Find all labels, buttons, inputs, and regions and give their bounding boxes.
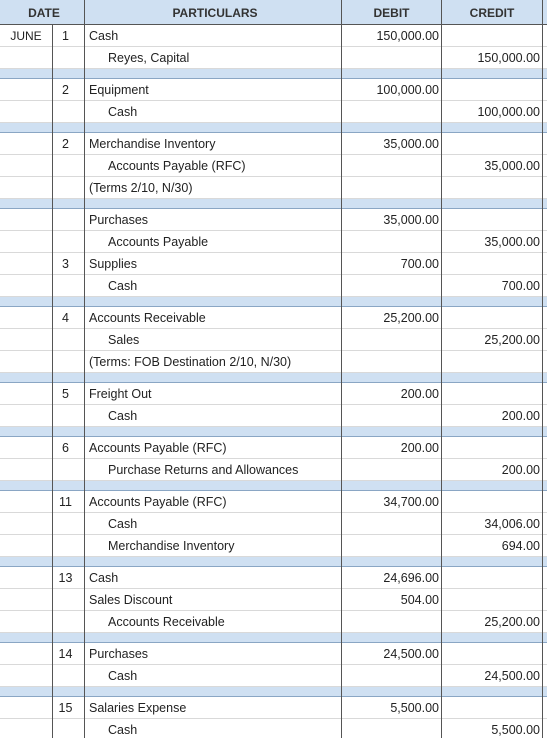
date-day-cell[interactable]: 4 bbox=[62, 311, 69, 325]
header-row bbox=[0, 0, 547, 25]
credit-cell[interactable]: 150,000.00 bbox=[477, 51, 540, 65]
header-date: DATE bbox=[28, 6, 60, 20]
debit-cell[interactable]: 700.00 bbox=[400, 257, 439, 271]
journal-row bbox=[0, 155, 547, 177]
date-month-cell[interactable] bbox=[0, 231, 52, 252]
date-day-cell[interactable] bbox=[53, 611, 78, 632]
date-day-cell[interactable]: 15 bbox=[58, 701, 73, 715]
date-month-cell[interactable] bbox=[0, 47, 52, 68]
journal-row bbox=[0, 719, 547, 738]
date-month-cell[interactable] bbox=[0, 611, 52, 632]
credit-cell[interactable] bbox=[442, 491, 540, 512]
date-day-cell[interactable]: 5 bbox=[62, 387, 69, 401]
date-month-cell[interactable] bbox=[0, 719, 52, 738]
date-month-cell[interactable] bbox=[0, 209, 52, 230]
journal-row bbox=[0, 437, 547, 459]
debit-cell[interactable] bbox=[342, 513, 439, 534]
debit-cell[interactable] bbox=[342, 535, 439, 556]
credit-cell[interactable]: 25,200.00 bbox=[484, 333, 540, 347]
journal-row bbox=[0, 665, 547, 687]
debit-cell[interactable]: 24,696.00 bbox=[383, 571, 439, 585]
credit-cell[interactable]: 100,000.00 bbox=[477, 105, 540, 119]
credit-cell[interactable] bbox=[442, 25, 540, 46]
account-cell[interactable]: Accounts Payable (RFC) bbox=[89, 441, 227, 455]
date-day-cell[interactable]: 14 bbox=[58, 647, 73, 661]
date-month-cell[interactable] bbox=[0, 491, 52, 512]
date-day-cell[interactable] bbox=[53, 155, 78, 176]
date-month-cell[interactable] bbox=[0, 589, 52, 610]
journal-row bbox=[0, 177, 547, 199]
journal-row bbox=[0, 567, 547, 589]
date-month-cell[interactable] bbox=[0, 567, 52, 588]
date-month-cell[interactable] bbox=[0, 383, 52, 404]
journal-row bbox=[0, 513, 547, 535]
journal-row bbox=[0, 459, 547, 481]
date-day-cell[interactable] bbox=[53, 351, 78, 372]
account-cell[interactable]: Cash bbox=[108, 723, 138, 737]
date-day-cell[interactable]: 2 bbox=[62, 137, 69, 151]
entry-separator bbox=[0, 427, 547, 437]
account-cell[interactable]: (Terms 2/10, N/30) bbox=[89, 181, 193, 195]
journal-row bbox=[0, 79, 547, 101]
debit-cell[interactable] bbox=[342, 351, 439, 372]
date-day-cell[interactable] bbox=[53, 459, 78, 480]
entry-separator bbox=[0, 481, 547, 491]
header-debit: DEBIT bbox=[373, 6, 410, 20]
date-month-cell[interactable] bbox=[0, 405, 52, 426]
debit-cell[interactable] bbox=[342, 231, 439, 252]
account-cell[interactable]: Cash bbox=[89, 571, 119, 585]
date-month-cell[interactable] bbox=[0, 351, 52, 372]
account-cell[interactable]: Accounts Payable (RFC) bbox=[89, 495, 227, 509]
debit-cell[interactable] bbox=[342, 611, 439, 632]
account-cell[interactable]: Accounts Receivable bbox=[108, 615, 225, 629]
credit-cell[interactable] bbox=[442, 307, 540, 328]
debit-cell[interactable]: 35,000.00 bbox=[383, 137, 439, 151]
debit-cell[interactable]: 25,200.00 bbox=[383, 311, 439, 325]
account-cell[interactable]: Sales Discount bbox=[89, 593, 173, 607]
debit-cell[interactable] bbox=[342, 719, 439, 738]
date-day-cell[interactable] bbox=[53, 719, 78, 738]
date-month-cell[interactable] bbox=[0, 307, 52, 328]
date-month-cell[interactable] bbox=[0, 459, 52, 480]
date-month-cell[interactable] bbox=[0, 133, 52, 154]
date-month-cell[interactable] bbox=[0, 697, 52, 718]
journal-row bbox=[0, 535, 547, 557]
date-day-cell[interactable] bbox=[53, 665, 78, 686]
entry-separator bbox=[0, 633, 547, 643]
journal-row bbox=[0, 351, 547, 373]
account-cell[interactable]: Cash bbox=[108, 409, 138, 423]
journal-row bbox=[0, 275, 547, 297]
debit-cell[interactable] bbox=[342, 459, 439, 480]
date-day-cell[interactable] bbox=[53, 101, 78, 122]
debit-cell[interactable] bbox=[342, 177, 439, 198]
debit-cell[interactable]: 24,500.00 bbox=[383, 647, 439, 661]
journal-row bbox=[0, 209, 547, 231]
date-month-cell[interactable] bbox=[0, 275, 52, 296]
grid-line bbox=[441, 0, 442, 738]
journal-row bbox=[0, 383, 547, 405]
date-month-cell[interactable] bbox=[0, 101, 52, 122]
account-cell[interactable]: Cash bbox=[108, 105, 138, 119]
header-particulars: PARTICULARS bbox=[172, 6, 258, 20]
date-day-cell[interactable]: 1 bbox=[62, 29, 69, 43]
account-cell[interactable]: Purchases bbox=[89, 647, 149, 661]
date-day-cell[interactable] bbox=[53, 231, 78, 252]
debit-cell[interactable]: 34,700.00 bbox=[383, 495, 439, 509]
credit-cell[interactable] bbox=[442, 567, 540, 588]
credit-cell[interactable]: 24,500.00 bbox=[484, 669, 540, 683]
date-day-cell[interactable] bbox=[53, 275, 78, 296]
account-cell[interactable]: Cash bbox=[108, 669, 138, 683]
debit-cell[interactable] bbox=[342, 155, 439, 176]
account-cell[interactable]: Sales bbox=[108, 333, 140, 347]
account-cell[interactable]: Accounts Receivable bbox=[89, 311, 206, 325]
grid-line bbox=[542, 0, 543, 738]
date-month-cell[interactable] bbox=[0, 155, 52, 176]
credit-cell[interactable] bbox=[442, 589, 540, 610]
grid-line bbox=[84, 0, 85, 738]
date-day-cell[interactable]: 2 bbox=[62, 83, 69, 97]
date-month-cell[interactable] bbox=[0, 79, 52, 100]
credit-cell[interactable]: 35,000.00 bbox=[484, 159, 540, 173]
journal-row bbox=[0, 329, 547, 351]
entry-separator bbox=[0, 69, 547, 79]
account-cell[interactable]: Accounts Payable (RFC) bbox=[108, 159, 246, 173]
header-credit: CREDIT bbox=[469, 6, 515, 20]
credit-cell[interactable] bbox=[442, 383, 540, 404]
journal-row bbox=[0, 231, 547, 253]
date-month-cell[interactable] bbox=[0, 177, 52, 198]
journal-row bbox=[0, 405, 547, 427]
debit-cell[interactable] bbox=[342, 329, 439, 350]
account-cell[interactable]: Salaries Expense bbox=[89, 701, 187, 715]
grid-line bbox=[52, 24, 53, 738]
account-cell[interactable]: Equipment bbox=[89, 83, 149, 97]
debit-cell[interactable]: 200.00 bbox=[400, 441, 439, 455]
date-day-cell[interactable] bbox=[53, 535, 78, 556]
date-month-cell[interactable] bbox=[0, 643, 52, 664]
journal-row bbox=[0, 101, 547, 123]
credit-cell[interactable]: 34,006.00 bbox=[484, 517, 540, 531]
debit-cell[interactable]: 200.00 bbox=[400, 387, 439, 401]
date-day-cell[interactable]: 13 bbox=[58, 571, 73, 585]
journal-row bbox=[0, 253, 547, 275]
entry-separator bbox=[0, 557, 547, 567]
journal-row bbox=[0, 491, 547, 513]
date-day-cell[interactable] bbox=[53, 405, 78, 426]
credit-cell[interactable] bbox=[442, 643, 540, 664]
credit-cell[interactable] bbox=[442, 177, 540, 198]
account-cell[interactable]: Purchase Returns and Allowances bbox=[108, 463, 299, 477]
date-month-cell[interactable]: JUNE bbox=[10, 29, 42, 43]
date-day-cell[interactable] bbox=[53, 513, 78, 534]
journal-row bbox=[0, 643, 547, 665]
date-day-cell[interactable] bbox=[53, 329, 78, 350]
debit-cell[interactable] bbox=[342, 275, 439, 296]
journal-row bbox=[0, 611, 547, 633]
journal-row bbox=[0, 697, 547, 719]
account-cell[interactable]: Cash bbox=[89, 29, 119, 43]
date-day-cell[interactable] bbox=[53, 209, 78, 230]
credit-cell[interactable]: 700.00 bbox=[501, 279, 540, 293]
entry-separator bbox=[0, 373, 547, 383]
entry-separator bbox=[0, 199, 547, 209]
debit-cell[interactable] bbox=[342, 47, 439, 68]
credit-cell[interactable]: 35,000.00 bbox=[484, 235, 540, 249]
date-month-cell[interactable] bbox=[0, 437, 52, 458]
grid-line bbox=[341, 0, 342, 738]
journal-row bbox=[0, 133, 547, 155]
debit-cell[interactable]: 100,000.00 bbox=[376, 83, 439, 97]
credit-cell[interactable] bbox=[442, 697, 540, 718]
account-cell[interactable]: Supplies bbox=[89, 257, 137, 271]
date-day-cell[interactable]: 3 bbox=[62, 257, 69, 271]
credit-cell[interactable] bbox=[442, 351, 540, 372]
entry-separator bbox=[0, 297, 547, 307]
date-month-cell[interactable] bbox=[0, 665, 52, 686]
date-month-cell[interactable] bbox=[0, 329, 52, 350]
account-cell[interactable]: Merchandise Inventory bbox=[108, 539, 235, 553]
date-day-cell[interactable] bbox=[53, 177, 78, 198]
account-cell[interactable]: Purchases bbox=[89, 213, 149, 227]
account-cell[interactable]: Merchandise Inventory bbox=[89, 137, 216, 151]
debit-cell[interactable]: 35,000.00 bbox=[383, 213, 439, 227]
debit-cell[interactable] bbox=[342, 101, 439, 122]
journal-row bbox=[0, 47, 547, 69]
account-cell[interactable]: Cash bbox=[108, 279, 138, 293]
account-cell[interactable]: Cash bbox=[108, 517, 138, 531]
account-cell[interactable]: Accounts Payable bbox=[108, 235, 209, 249]
account-cell[interactable]: Freight Out bbox=[89, 387, 152, 401]
debit-cell[interactable] bbox=[342, 405, 439, 426]
date-day-cell[interactable] bbox=[53, 47, 78, 68]
date-month-cell[interactable] bbox=[0, 253, 52, 274]
credit-cell[interactable] bbox=[442, 133, 540, 154]
debit-cell[interactable]: 150,000.00 bbox=[376, 29, 439, 43]
credit-cell[interactable] bbox=[442, 253, 540, 274]
credit-cell[interactable] bbox=[442, 209, 540, 230]
date-day-cell[interactable]: 11 bbox=[59, 495, 72, 509]
date-month-cell[interactable] bbox=[0, 513, 52, 534]
credit-cell[interactable]: 5,500.00 bbox=[491, 723, 540, 737]
debit-cell[interactable]: 5,500.00 bbox=[390, 701, 439, 715]
credit-cell[interactable]: 694.00 bbox=[501, 539, 540, 553]
date-day-cell[interactable] bbox=[53, 589, 78, 610]
journal-row bbox=[0, 25, 547, 47]
account-cell[interactable]: (Terms: FOB Destination 2/10, N/30) bbox=[89, 355, 292, 369]
debit-cell[interactable] bbox=[342, 665, 439, 686]
debit-cell[interactable]: 504.00 bbox=[400, 593, 439, 607]
date-month-cell[interactable] bbox=[0, 535, 52, 556]
credit-cell[interactable]: 25,200.00 bbox=[484, 615, 540, 629]
journal-row bbox=[0, 307, 547, 329]
credit-cell[interactable] bbox=[442, 437, 540, 458]
credit-cell[interactable]: 200.00 bbox=[501, 409, 540, 423]
journal-row bbox=[0, 589, 547, 611]
credit-cell[interactable]: 200.00 bbox=[501, 463, 540, 477]
entry-separator bbox=[0, 687, 547, 697]
account-cell[interactable]: Reyes, Capital bbox=[108, 51, 190, 65]
credit-cell[interactable] bbox=[442, 79, 540, 100]
entry-separator bbox=[0, 123, 547, 133]
date-day-cell[interactable]: 6 bbox=[62, 441, 69, 455]
